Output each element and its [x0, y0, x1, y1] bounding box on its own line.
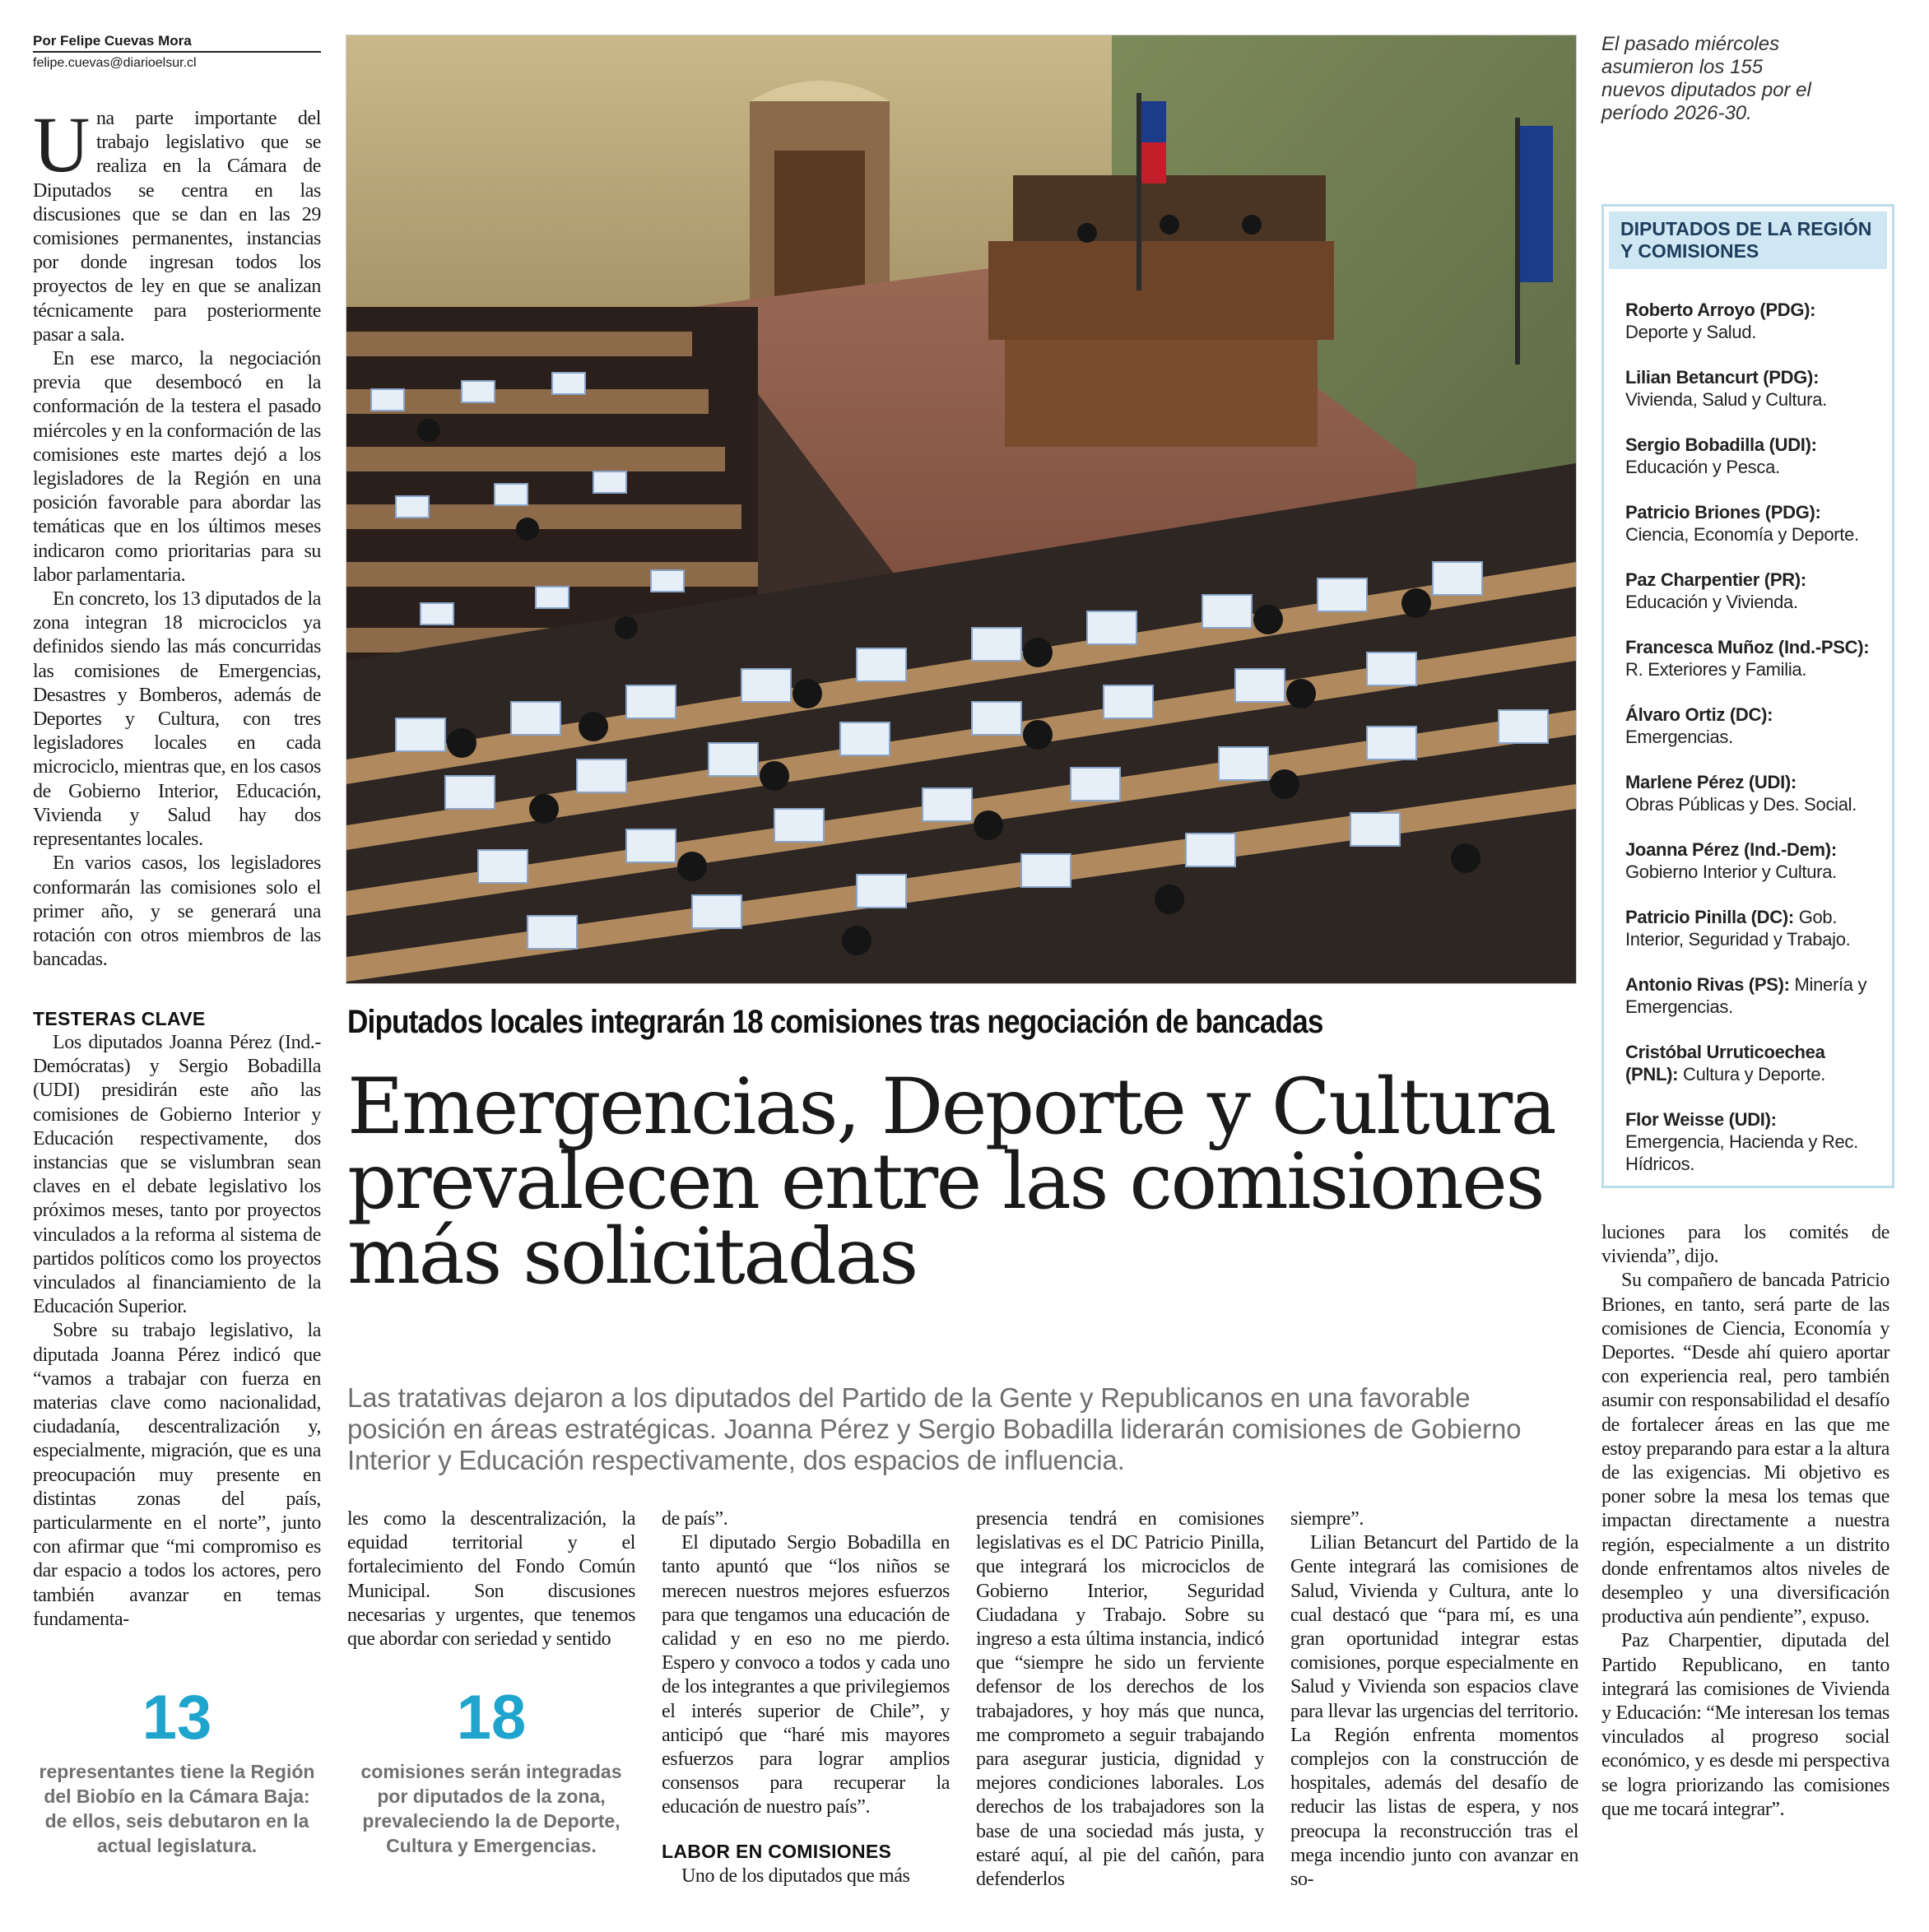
paragraph: Una parte importante del trabajo legislativo que se realiza en la Cámara de Diputados se centra en las discusiones que se dan en las 29 comisiones permanentes, instancias por donde ingresan todos los proyectos de ley en que se analizan técnicamente para posteriormente pasar a sala.: [33, 100, 321, 346]
byline-author: Por Felipe Cuevas Mora: [33, 33, 192, 49]
sidebar-item: Flor Weisse (UDI): Emergencia, Hacienda y Rec. Hídricos.: [1625, 1109, 1858, 1174]
byline-rule: [33, 51, 321, 53]
paragraph: de país”.: [662, 1508, 728, 1530]
sidebar-item: Lilian Betancurt (PDG): Vivienda, Salud y Cultura.: [1625, 367, 1827, 410]
chamber-photo-illustration: [346, 35, 1576, 983]
stat-number: 18: [456, 1683, 527, 1753]
column-1-top: [33, 100, 321, 972]
sidebar-item: Francesca Muñoz (Ind.-PSC): R. Exteriores y Familia.: [1625, 637, 1870, 680]
column-4: [976, 1507, 1264, 1892]
paragraph: Uno de los diputados que más: [681, 1865, 910, 1887]
sidebar-item: Cristóbal Urruticoechea (PNL): Cultura y Deporte.: [1625, 1042, 1826, 1084]
chamber-photo: [346, 35, 1577, 984]
stat-18: [347, 1685, 635, 1858]
column-3-bottom: [662, 1865, 950, 1888]
byline-email[interactable]: felipe.cuevas@diarioelsur.cl: [33, 56, 197, 70]
deck: Las tratativas dejaron a los diputados del Partido de la Gente y Republicanos en una favorable posición en áreas estratégicas. Joanna Pérez y Sergio Bobadilla liderarán comisiones de Gobierno Interior y Educación respectivamente, dos espacios de influencia.: [347, 1382, 1522, 1475]
paragraph: Su compañero de bancada Patricio Briones, en tanto, será parte de las comisiones de Ciencia, Economía y Deportes. “Desde ahí quiero aportar con experiencia real, pero también asumir con responsabilidad el desafío de fortalecer áreas en las que me estoy preparando para estar a la altura de las exigencias. Mi objetivo es poner sobre la mesa los temas que impactan directamente a nuestra región, especialmente a un distrito donde enfrentamos altos niveles de desempleo y una diversificación productiva aún pendiente”, expuso.: [1601, 1270, 1889, 1628]
sidebar-item: Joanna Pérez (Ind.-Dem): Gobierno Interior y Cultura.: [1625, 839, 1837, 882]
column-3: [662, 1507, 950, 1820]
stat-13: [33, 1685, 321, 1858]
stat-number: 13: [142, 1683, 212, 1753]
paragraph: Los diputados Joanna Pérez (Ind.-Demócratas) y Sergio Bobadilla (UDI) presidirán este año las comisiones de Gobierno Interior y Educación respectivamente, dos instancias que se vislumbran sean claves en el debate legislativo los próximos meses, tanto por proyectos vinculados a la reforma al sistema de partidos políticos como los proyectos vinculados al financiamiento de la Educación Superior.: [33, 1032, 321, 1318]
paragraph: El diputado Sergio Bobadilla en tanto apuntó que “los niños se merecen nuestros mejores esfuerzos para que tengamos una educación de calidad y en eso no me pierdo. Espero y convoco a todos y cada uno de los integrantes a que privilegiemos el interés superior de Chile”, y anticipó que “haré mis mayores esfuerzos para lograr amplios consensos para recuperar la educación de nuestro país”.: [662, 1532, 950, 1818]
paragraph: En concreto, los 13 diputados de la zona integran 18 microciclos ya definidos siendo las más concurridas las comisiones de Emergencias, Desastres y Bomberos, además de Deportes y Cultura, con tres legisladores locales en cada microciclo, mientras que, en los casos de Gobierno Interior, Educación, Vivienda y Salud hay dos representantes locales.: [33, 588, 321, 851]
sidebar-item: Patricio Briones (PDG): Ciencia, Economía y Deporte.: [1625, 502, 1859, 545]
sidebar-item: Sergio Bobadilla (UDI): Educación y Pesca.: [1625, 434, 1817, 477]
sidebar-item: Álvaro Ortiz (DC): Emergencias.: [1625, 704, 1773, 747]
paragraph: siempre”.: [1290, 1508, 1364, 1530]
sidebar-item: Paz Charpentier (PR): Educación y Vivienda.: [1625, 569, 1806, 612]
drop-cap: U: [33, 100, 90, 188]
paragraph: presencia tendrá en comisiones legislativas es el DC Patricio Pinilla, que integrará los microciclos de Gobierno Interior, Seguridad Ciudadana y Trabajo. Sobre su ingreso a esta última instancia, indicó que “siempre he sido un ferviente defensor de los derechos de los trabajadores, y hoy más que nunca, me comprometo a seguir trabajando para asegurar justicia, dignidad y mejores condiciones laborales. Los derechos de los trabajadores son la base de una sociedad más justa, y estaré aquí, al pie del cañón, para defenderlos: [976, 1508, 1264, 1891]
subhead-testeras: TESTERAS CLAVE: [33, 1008, 206, 1029]
paragraph: luciones para los comités de vivienda”, dijo.: [1601, 1222, 1889, 1268]
stat-caption: representantes tiene la Región del Biobío en la Cámara Baja: de ellos, seis debutaron en la actual legislatura.: [39, 1761, 315, 1856]
paragraph: les como la descentralización, la equidad territorial y el fortalecimiento del Fondo Común Municipal. Son discusiones necesarias y urgentes, que tenemos que abordar con seriedad y sentido: [347, 1508, 635, 1651]
paragraph: Lilian Betancurt del Partido de la Gente integrará las comisiones de Salud, Vivienda y Cultura, ante lo cual destacó que “para mí, es una gran oportunidad integrar estas comisiones, porque especialmente en Salud y Vivienda son espacios clave para llevar las urgencias del territorio. La Región enfrenta momentos complejos con la construcción de hospitales, además del desafío de reducir las listas de espera, y nos preocupa la reconstrucción tras el mega incendio junto con avanzar en so-: [1290, 1532, 1578, 1891]
kicker: Diputados locales integrarán 18 comisiones tras negociación de bancadas: [347, 1004, 1323, 1040]
column-6: [1601, 1221, 1889, 1822]
stat-caption: comisiones serán integradas por diputados de la zona, prevaleciendo la de Deporte, Cultura y Emergencias.: [360, 1761, 622, 1856]
column-5: [1290, 1507, 1578, 1892]
paragraph: En varios casos, los legisladores conformarán las comisiones solo el primer año, y se generará una rotación con otros miembros de las bancadas.: [33, 852, 321, 971]
sidebar-item: Marlene Pérez (UDI): Obras Públicas y Des. Social.: [1625, 772, 1857, 815]
paragraph: Paz Charpentier, diputada del Partido Republicano, en tanto integrará las comisiones de Vivienda y Educación: “Me interesan los temas vinculados al progreso social económico, y es desde mi perspectiva se logra priorizando las comisiones que me tocará integrar”.: [1601, 1630, 1889, 1820]
sidebar-box: [1601, 204, 1894, 1188]
column-1-bottom: [33, 1031, 321, 1632]
paragraph: Sobre su trabajo legislativo, la diputada Joanna Pérez indicó que “vamos a trabajar con fuerza en materias clave como nacionalidad, ciudadanía, descentralización y, especialmente, migración, que es una preocupación muy presente en distintas zonas del país, particularmente en el norte”, junto con afirmar que “mi compromiso es dar espacio a todos los actores, pero también avanzar en temas fundamenta-: [33, 1320, 321, 1630]
photo-caption: El pasado miércoles asumieron los 155 nuevos diputados por el período 2026-30.: [1601, 33, 1811, 124]
sidebar-title: DIPUTADOS DE LA REGIÓN Y COMISIONES: [1609, 211, 1887, 269]
sidebar-item: Patricio Pinilla (DC): Gob. Interior, Seguridad y Trabajo.: [1625, 907, 1851, 950]
subhead-labor: LABOR EN COMISIONES: [662, 1841, 892, 1862]
sidebar-item: Roberto Arroyo (PDG): Deporte y Salud.: [1625, 300, 1816, 342]
sidebar-item: Antonio Rivas (PS): Minería y Emergencias.: [1625, 974, 1867, 1017]
headline: Emergencias, Deporte y Cultura prevalecen entre las comisiones más solicitadas: [347, 1062, 1555, 1302]
paragraph: En ese marco, la negociación previa que desembocó en la conformación de la testera el pasado miércoles y en la conformación de las comisiones este martes dejó a los legisladores de la Región en una posición favorable para abordar las temáticas que en los últimos meses indicaron como prioritarias para su labor parlamentaria.: [33, 348, 321, 586]
column-2: [347, 1507, 635, 1651]
